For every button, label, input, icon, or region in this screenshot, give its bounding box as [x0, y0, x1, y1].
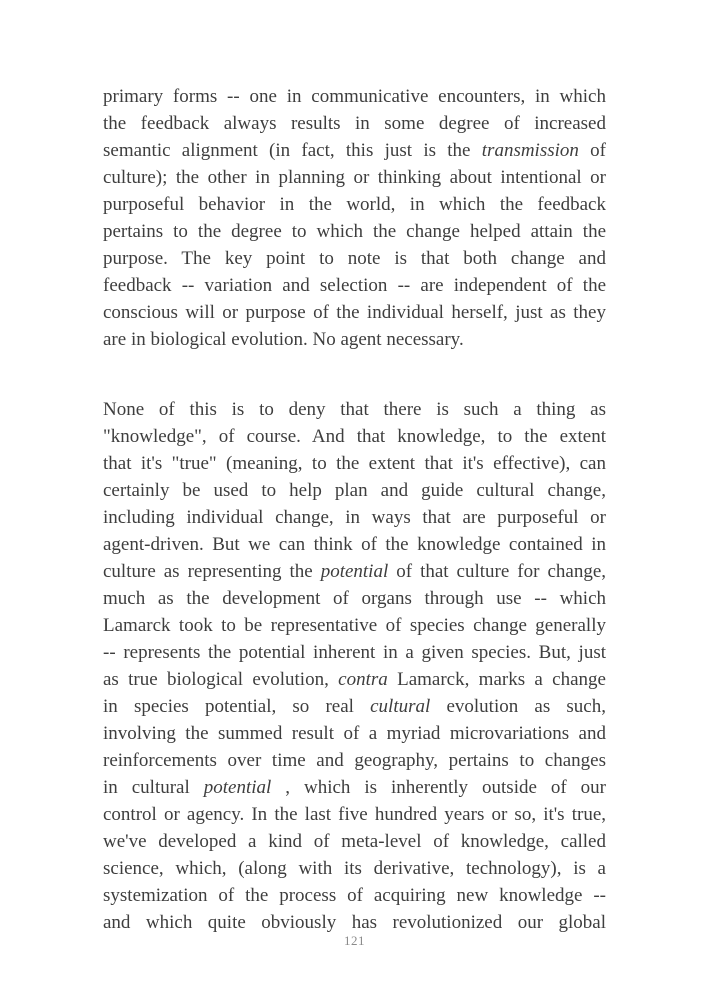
- text-segment: as true biological evolution,: [103, 669, 339, 690]
- text-segment: certainly be used to help plan and guide cultural change,: [103, 480, 606, 501]
- text-segment: culture); the other in planning or thinking about intentional or: [103, 167, 606, 188]
- text-line: [103, 272, 606, 299]
- text-segment: Lamarck took to be representative of species change generally: [103, 615, 606, 636]
- text-segment: evolution as such,: [430, 696, 606, 717]
- text-segment: science, which, (along with its derivative, technology), is a: [103, 858, 606, 879]
- italic-text-segment: potential: [203, 777, 272, 798]
- text-segment: pertains to the degree to which the change helped attain the: [103, 221, 606, 242]
- text-line: [103, 801, 606, 828]
- text-line: [103, 191, 606, 218]
- text-segment: culture as representing the: [103, 561, 321, 582]
- text-line: [103, 585, 606, 612]
- text-line: [103, 477, 606, 504]
- text-line: [103, 218, 606, 245]
- text-line: [103, 666, 606, 693]
- text-segment: are in biological evolution. No agent necessary.: [103, 329, 464, 350]
- text-line: [103, 693, 606, 720]
- text-segment: Lamarck, marks a change: [387, 669, 606, 690]
- text-line: [103, 612, 606, 639]
- text-line: [103, 326, 606, 353]
- text-line: [103, 396, 606, 423]
- text-line: [103, 855, 606, 882]
- text-segment: purposeful behavior in the world, in which the feedback: [103, 194, 606, 215]
- text-line: [103, 558, 606, 585]
- text-line: [103, 299, 606, 326]
- text-block: [103, 83, 606, 936]
- text-line: [103, 450, 606, 477]
- page-number: 121: [344, 933, 365, 948]
- text-segment: we've developed a kind of meta-level of knowledge, called: [103, 831, 606, 852]
- italic-text-segment: transmission: [481, 140, 579, 161]
- text-line: [103, 504, 606, 531]
- text-segment: None of this is to deny that there is such a thing as: [103, 399, 606, 420]
- text-segment: that it's "true" (meaning, to the extent that it's effective), can: [103, 453, 606, 474]
- paragraph: [103, 396, 606, 936]
- text-segment: agent-driven. But we can think of the knowledge contained in: [103, 534, 606, 555]
- text-segment: "knowledge", of course. And that knowledge, to the extent: [103, 426, 606, 447]
- text-line: [103, 882, 606, 909]
- italic-text-segment: cultural: [370, 696, 431, 717]
- text-segment: control or agency. In the last five hundred years or so, it's true,: [103, 804, 606, 825]
- text-line: [103, 83, 606, 110]
- text-segment: involving the summed result of a myriad microvariations and: [103, 723, 606, 744]
- text-line: [103, 828, 606, 855]
- text-segment: in cultural: [103, 777, 204, 798]
- text-line: [103, 110, 606, 137]
- text-segment: feedback -- variation and selection -- are independent of the: [103, 275, 606, 296]
- text-segment: the feedback always results in some degree of increased: [103, 113, 606, 134]
- text-segment: conscious will or purpose of the individual herself, just as they: [103, 302, 606, 323]
- text-segment: semantic alignment (in fact, this just is the: [103, 140, 482, 161]
- text-line: [103, 164, 606, 191]
- text-segment: of that culture for change,: [388, 561, 606, 582]
- text-line: [103, 531, 606, 558]
- text-segment: reinforcements over time and geography, pertains to changes: [103, 750, 606, 771]
- text-segment: systemization of the process of acquiring new knowledge --: [103, 885, 606, 906]
- text-segment: of: [578, 140, 606, 161]
- text-line: [103, 747, 606, 774]
- italic-text-segment: potential: [320, 561, 389, 582]
- text-segment: primary forms -- one in communicative encounters, in which: [103, 86, 606, 107]
- text-segment: purpose. The key point to note is that both change and: [103, 248, 606, 269]
- text-segment: and which quite obviously has revolutionized our global: [103, 912, 606, 933]
- paragraph: [103, 83, 606, 353]
- text-segment: in species potential, so real: [103, 696, 371, 717]
- text-segment: including individual change, in ways that are purposeful or: [103, 507, 606, 528]
- text-line: [103, 774, 606, 801]
- text-line: [103, 720, 606, 747]
- text-line: [103, 423, 606, 450]
- italic-text-segment: contra: [338, 669, 388, 690]
- text-line: [103, 639, 606, 666]
- text-line: [103, 909, 606, 936]
- text-segment: -- represents the potential inherent in a given species. But, just: [103, 642, 606, 663]
- text-segment: , which is inherently outside of our: [271, 777, 606, 798]
- text-line: [103, 137, 606, 164]
- text-segment: much as the development of organs through use -- which: [103, 588, 606, 609]
- text-line: [103, 245, 606, 272]
